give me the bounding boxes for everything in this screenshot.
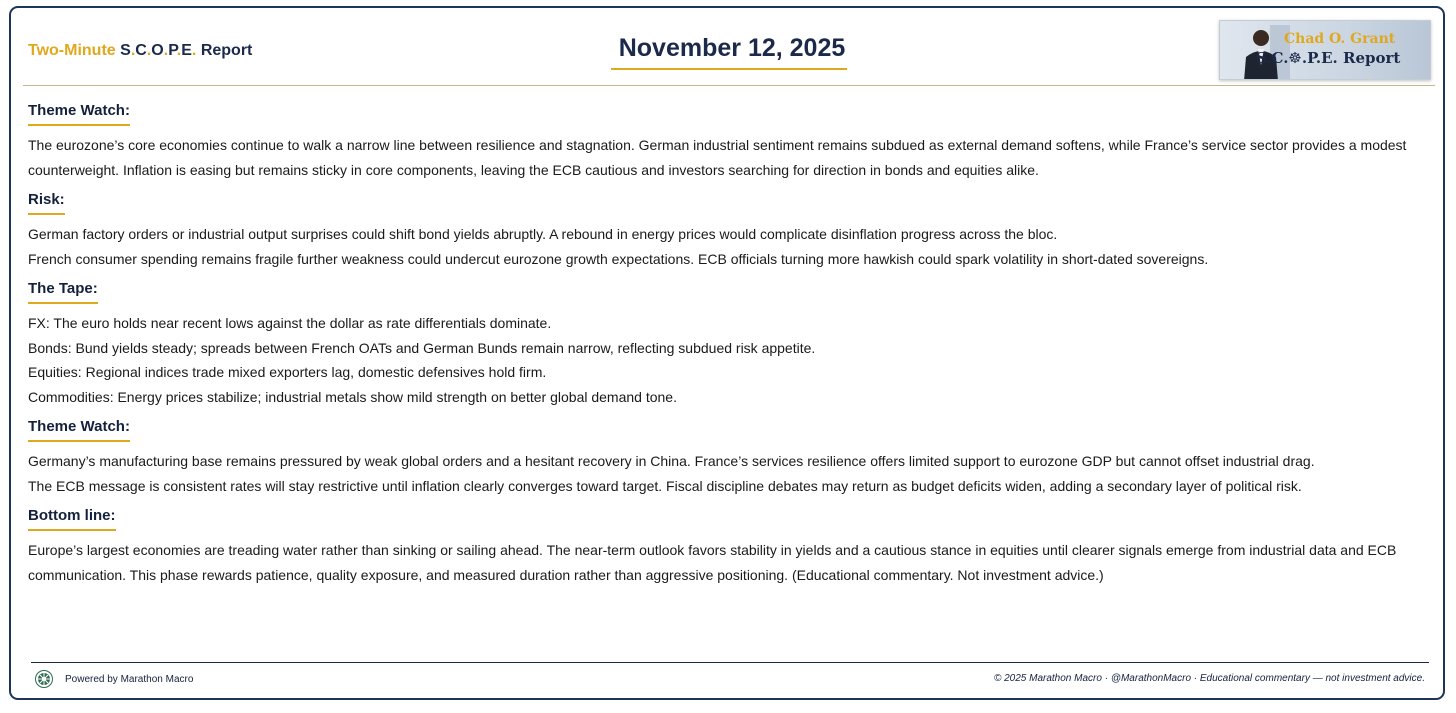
section-paragraph: Germany’s manufacturing base remains pressured by weak global orders and a hesitant recovery in China. France’s services resilience offers limited support to eurozone GDP but cannot offset industrial drag. (28, 453, 1315, 469)
brand-letter-e: E (181, 42, 192, 59)
logo-title: S.C.☸.P.E. Report (1256, 49, 1401, 67)
section-paragraph: German factory orders or industrial output surprises could shift bond yields abruptly. A rebound in energy prices would complicate disinflation progress across the bloc. (28, 226, 1058, 242)
date-underline (611, 68, 847, 70)
section-paragraph: The eurozone’s core economies continue to walk a narrow line between resilience and stagnation. German industrial sentiment remains subdued as external demand softens, while France’s service sector provides a modest counterweight. Inflation is easing but remains sticky in core components, leaving the ECB cautious and investors searching for direction in bonds and equities alike. (28, 137, 1407, 178)
section-paragraph: Equities: Regional indices trade mixed exporters lag, domestic defensives hold firm. (28, 364, 547, 380)
section-paragraph: Europe’s largest economies are treading water rather than sinking or sailing ahead. The near-term outlook favors stability in yields and a cautious stance in equities until clearer signals emerge from industrial data and ECB communication. This phase rewards patience, quality exposure, and measured duration rather than aggressive positioning. (Educational commentary. Not investment advice.) (28, 542, 1397, 583)
section-the-tape (28, 280, 1428, 409)
section-paragraph: The ECB message is consistent rates will stay restrictive until inflation clearly converges toward target. Fiscal discipline debates may return as budget deficits widen, adding a secondary layer of political risk. (28, 477, 1302, 494)
section-bottom-line (28, 507, 1428, 587)
brand-letter-c: C (135, 42, 147, 59)
report-date: November 12, 2025 (618, 34, 846, 62)
powered-by-text: Powered by Marathon Macro (65, 673, 194, 685)
header-divider (23, 85, 1435, 86)
report-frame (9, 6, 1445, 700)
brand-letter-p: P (168, 42, 177, 59)
marathon-macro-logo-icon (35, 670, 53, 688)
section-paragraph: FX: The euro holds near recent lows against the dollar as rate differentials dominate. (28, 315, 552, 331)
brand-prefix: Two-Minute (28, 42, 116, 59)
brand-letter-o: O (151, 42, 164, 59)
section-paragraph: Bonds: Bund yields steady; spreads between French OATs and German Bunds remain narrow, reflecting subdued risk appetite. (28, 339, 816, 356)
section-theme-watch-1 (28, 102, 1428, 182)
footer-copyright: © 2025 Marathon Macro · @MarathonMacro · Educational commentary — not investment advice. (993, 673, 1425, 684)
brand-letter-s: S (120, 42, 131, 59)
logo-name: Chad O. Grant (1284, 31, 1396, 47)
section-heading: The Tape: (28, 280, 98, 304)
footer-powered-by (35, 670, 193, 688)
section-heading: Risk: (28, 191, 65, 215)
section-paragraph: Commodities: Energy prices stabilize; industrial metals show mild strength on better global demand tone. (28, 388, 677, 405)
section-heading: Theme Watch: (28, 102, 130, 126)
section-paragraph: French consumer spending remains fragile further weakness could undercut eurozone growth expectations. ECB officials turning more hawkish could spark volatility in short-dated sovereigns. (28, 250, 1209, 267)
section-theme-watch-2 (28, 418, 1428, 498)
footer-divider (31, 662, 1429, 663)
brand-title: Two-Minute S.C.O.P.E. Report (28, 42, 253, 59)
section-risk (28, 191, 1428, 271)
section-heading: Theme Watch: (28, 418, 130, 442)
author-logo (1219, 20, 1431, 80)
report-body (28, 102, 1428, 587)
section-heading: Bottom line: (28, 507, 116, 531)
brand-suffix: Report (200, 42, 253, 59)
